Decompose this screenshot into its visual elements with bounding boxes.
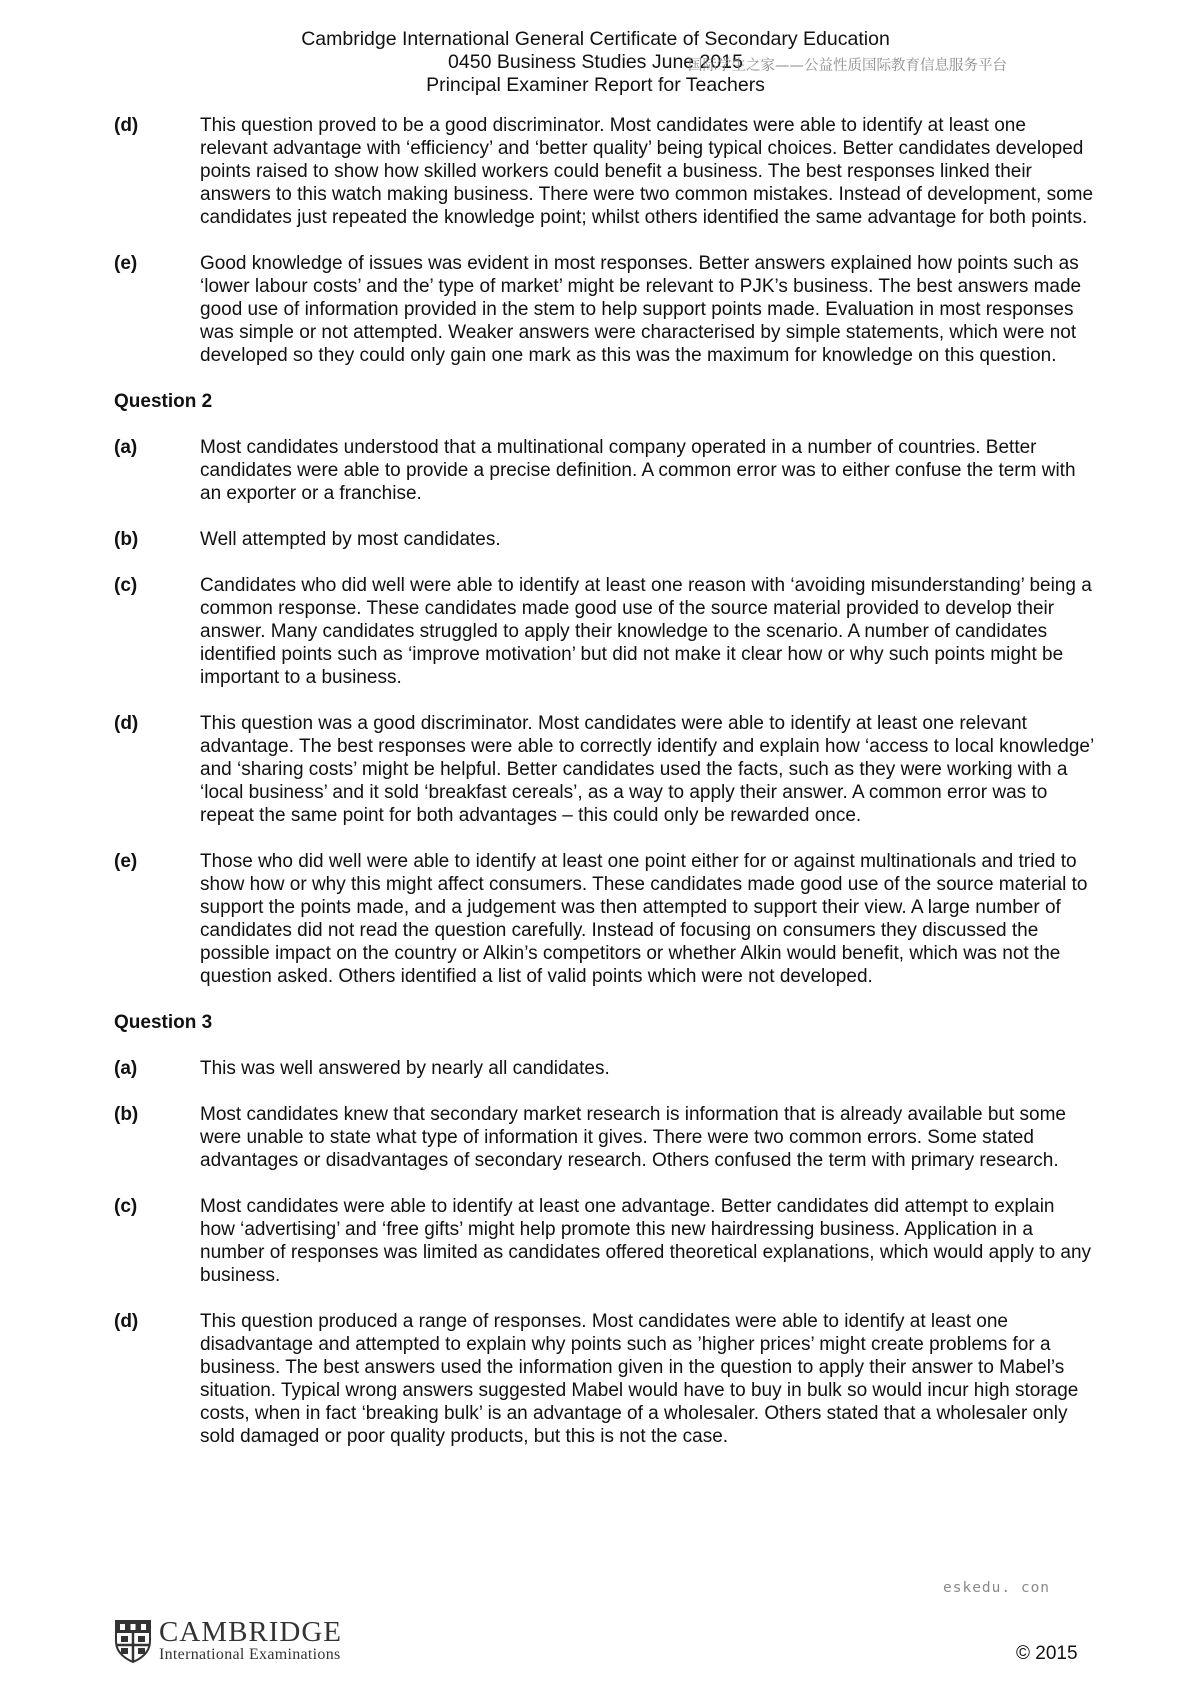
report-content xyxy=(114,114,1094,1471)
q2-part-e xyxy=(114,850,1094,988)
part-label: (d) xyxy=(114,713,139,734)
q3-part-c xyxy=(114,1195,1094,1287)
header-line-3: Principal Examiner Report for Teachers xyxy=(426,74,765,96)
part-text: This question produced a range of responses. Most candidates were able to identify at least one disadvantage and attempted to explain why points such as ’higher prices’ might create problems for a business. The best answers used the information given in the question to apply their answer to Mabel’s situation. Typical wrong answers suggested Mabel would have to buy in bulk so would incur high storage costs, when in fact ‘breaking bulk’ is an advantage of a wholesaler. Others stated that a wholesaler only sold damaged or poor quality products, but this is not the case. xyxy=(200,1311,1079,1447)
part-label: (d) xyxy=(114,1311,139,1332)
q2-part-c xyxy=(114,574,1094,689)
q2-part-a xyxy=(114,436,1094,505)
logo-name: CAMBRIDGE xyxy=(159,1616,343,1648)
part-text: Most candidates were able to identify at least one advantage. Better candidates did attempt to explain how ‘advertising’ and ‘free gifts’ might help promote this new hairdressing business. Application in a number of responses was limited as candidates offered theoretical explanations, which would apply to any business. xyxy=(200,1196,1092,1286)
q1-part-e xyxy=(114,252,1094,367)
part-label: (b) xyxy=(114,529,139,550)
crest-icon xyxy=(114,1619,152,1663)
watermark-bottom: eskedu. con xyxy=(943,1580,1051,1596)
part-text: This question proved to be a good discriminator. Most candidates were able to identify at least one relevant advantage with ‘efficiency’ and ‘better quality’ being typical choices. Better candidates developed points raised to show how skilled workers could benefit a business. The best responses linked their answers to this watch making business. There were two common mistakes. Instead of development, some candidates just repeated the knowledge point; whilst others identified the same advantage for both points. xyxy=(200,115,1094,228)
part-text: Good knowledge of issues was evident in most responses. Better answers explained how points such as ‘lower labour costs’ and the’ type of market’ might be relevant to PJK’s business. The best answers made good use of information provided in the stem to help support points made. Evaluation in most responses was simple or not attempted. Weaker answers were characterised by simple statements, which were not developed so they could only gain one mark as this was the maximum for knowledge on this question. xyxy=(200,253,1082,366)
part-label: (a) xyxy=(114,1058,138,1079)
q3-part-b xyxy=(114,1103,1094,1172)
q3-part-d xyxy=(114,1310,1094,1448)
q3-part-a xyxy=(114,1057,1094,1080)
part-label: (a) xyxy=(114,437,138,458)
cambridge-logo xyxy=(114,1618,342,1664)
q2-part-b xyxy=(114,528,1094,551)
part-label: (e) xyxy=(114,253,138,274)
q2-part-d xyxy=(114,712,1094,827)
question-3-heading: Question 3 xyxy=(114,1012,213,1033)
header-line-1: Cambridge International General Certificate of Secondary Education xyxy=(301,28,890,50)
page-header xyxy=(0,28,1191,97)
part-label: (d) xyxy=(114,115,139,136)
watermark-top: 国际学生之家——公益性质国际教育信息服务平台 xyxy=(688,58,1007,74)
question-2-heading: Question 2 xyxy=(114,391,213,412)
part-label: (c) xyxy=(114,575,138,596)
part-text: Candidates who did well were able to identify at least one reason with ‘avoiding misunderstanding’ being a common response. These candidates made good use of the source material provided to develop their answer. Many candidates struggled to apply their knowledge to the scenario. A number of candidates identified points such as ‘improve motivation’ but did not make it clear how or why such points might be important to a business. xyxy=(200,575,1092,688)
part-text: Those who did well were able to identify at least one point either for or against multinationals and tried to show how or why this might affect consumers. These candidates made good use of the source material to support the points made, and a judgement was then attempted to support their view. A large number of candidates did not read the question carefully. Instead of focusing on consumers they discussed the possible impact on the country or Alkin’s competitors or whether Alkin would benefit, which was not the question asked. Others identified a list of valid points which were not developed. xyxy=(200,851,1088,987)
copyright: © 2015 xyxy=(1016,1643,1078,1664)
part-text: This question was a good discriminator. Most candidates were able to identify at least one relevant advantage. The best responses were able to correctly identify and explain how ‘access to local knowledge’ and ‘sharing costs’ might be helpful. Better candidates used the facts, such as they were working with a ‘local business’ and it sold ‘breakfast cereals’, as a way to apply their answer. A common error was to repeat the same point for both advantages – this could only be rewarded once. xyxy=(200,713,1094,826)
logo-subtitle: International Examinations xyxy=(159,1646,341,1663)
part-text: This was well answered by nearly all candidates. xyxy=(200,1058,610,1079)
part-label: (b) xyxy=(114,1104,139,1125)
part-label: (c) xyxy=(114,1196,138,1217)
header-line-2: 0450 Business Studies June 2015 xyxy=(448,51,743,73)
q1-part-d xyxy=(114,114,1094,229)
part-text: Most candidates knew that secondary market research is information that is already available but some were unable to state what type of information it gives. There were two common errors. Some stated advantages or disadvantages of secondary research. Others confused the term with primary research. xyxy=(200,1104,1066,1171)
part-label: (e) xyxy=(114,851,138,872)
part-text: Well attempted by most candidates. xyxy=(200,529,501,550)
part-text: Most candidates understood that a multinational company operated in a number of countries. Better candidates were able to provide a precise definition. A common error was to either confuse the term with an exporter or a franchise. xyxy=(200,437,1076,504)
